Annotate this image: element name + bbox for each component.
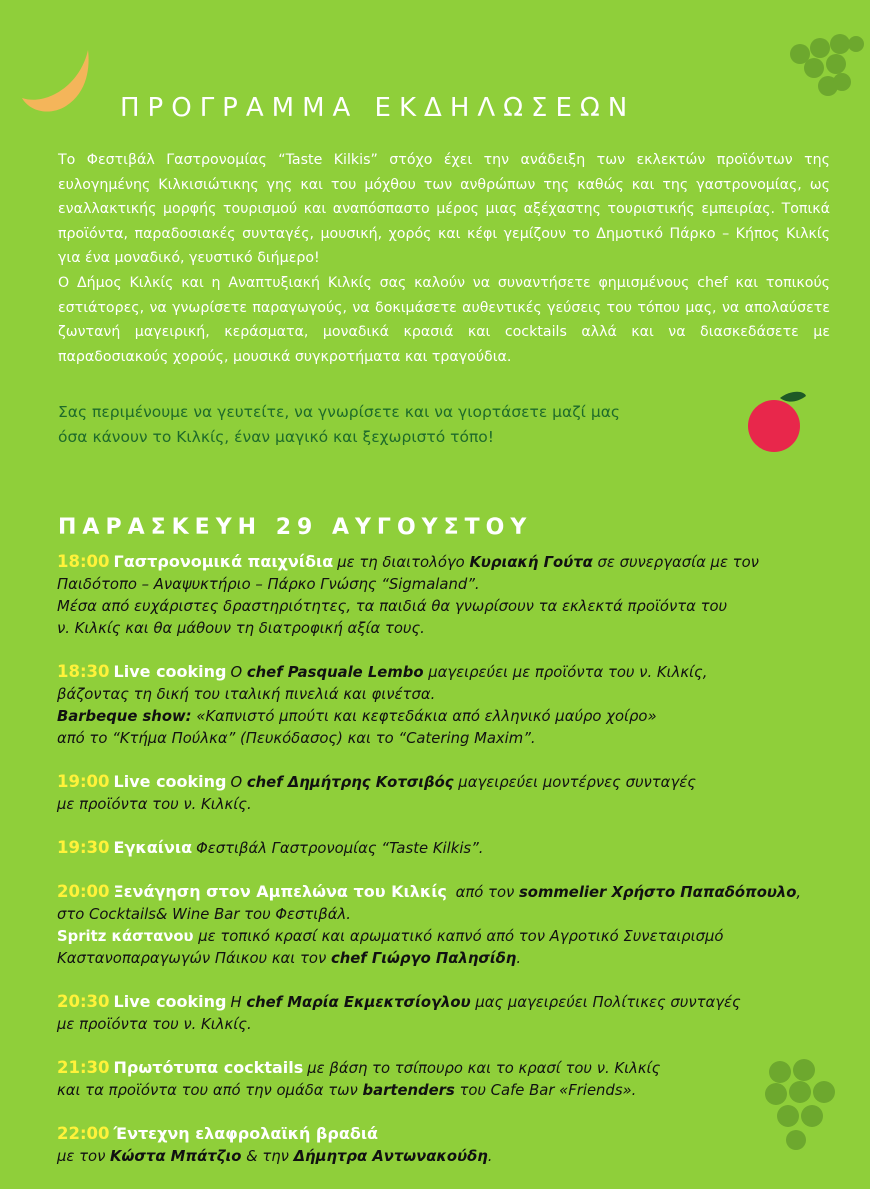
schedule-entry	[57, 1057, 857, 1102]
intro-paragraph: Το Φεστιβάλ Γαστρονομίας “Taste Kilkis” στόχο έχει την ανάδειξη των εκλεκτών προϊόντων της ευλογημένης Κιλκισιώτικης γης και του μόχθου των ανθρώπων της καθώς και της γαστρονομίας, ως εναλλακτικής μορφής τουρισμού και αναπόσπαστο μέρος μιας αξέχαστης τουριστικής εμπειρίας. Τοπικά προϊόντα, παραδοσιακές συνταγές, μουσική, χορός και κέφι γεμίζουν το Δημοτικό Πάρκο – Κήπος Κιλκίς για ένα μοναδικό, γευστικό διήμερο!	[58, 152, 830, 267]
event-text: Καστανοπαραγωγών Πάικου και τον	[57, 950, 331, 967]
event-title: Live cooking	[113, 662, 227, 681]
event-text: από τον	[450, 884, 519, 901]
entry-line	[57, 926, 857, 948]
schedule-entry	[57, 771, 857, 816]
entry-line	[57, 771, 857, 794]
event-host: chef Δημήτρης Κοτσιβός	[246, 774, 454, 791]
intro-paragraph: Ο Δήμος Κιλκίς και η Αναπτυξιακή Κιλκίς σας καλούν να συναντήσετε φημισμένους chef και τοπικούς εστιάτορες, να γνωρίσετε παραγωγούς, να δοκιμάσετε αυθεντικές γεύσεις του τόπου μας, να απολαύσετε ζωντανή μαγειρική, κεράσματα, μοναδικά κρασιά και cocktails αλλά και να διασκεδάσετε με παραδοσιακούς χορούς, μουσικά συγκροτήματα και τραγούδια.	[58, 274, 830, 365]
event-schedule	[57, 551, 857, 1189]
grapes-icon	[780, 32, 865, 107]
event-title: Live cooking	[113, 772, 227, 791]
entry-line	[57, 1080, 857, 1102]
event-host: sommelier Χρήστο Παπαδόπουλο	[518, 884, 797, 901]
entry-line	[57, 1146, 857, 1168]
page-title: ΠΡΟΓΡΑΜΜΑ ΕΚΔΗΛΩΣΕΩΝ	[120, 93, 636, 124]
entry-line: από το “Κτήμα Πούλκα” (Πευκόδασος) και το “Catering Maxim”.	[57, 730, 536, 747]
entry-line	[57, 1057, 857, 1080]
event-text: και τα προϊόντα του από την ομάδα των	[57, 1082, 363, 1099]
event-time: 19:00	[57, 772, 110, 791]
entry-line	[57, 881, 857, 904]
event-text: με τοπικό κρασί και αρωματικό καπνό από τον Αγροτικό Συνεταιρισμό	[193, 928, 724, 945]
entry-line	[57, 948, 857, 970]
event-text: .	[487, 1148, 493, 1165]
melon-slice-icon	[16, 46, 96, 118]
event-time: 20:00	[57, 882, 110, 901]
schedule-entry	[57, 991, 857, 1036]
event-title: Πρωτότυπα cocktails	[113, 1058, 304, 1077]
event-host: chef Γιώργο Παλησίδη	[330, 950, 517, 967]
schedule-entry	[57, 881, 857, 970]
event-time: 20:30	[57, 992, 110, 1011]
event-subtitle: Spritz κάστανου	[57, 928, 194, 945]
event-text: με τη διαιτολόγο	[337, 554, 470, 571]
event-time: 18:00	[57, 552, 110, 571]
event-subtitle: Barbeque show:	[57, 708, 192, 725]
intro-text	[58, 148, 830, 369]
entry-line	[57, 991, 857, 1014]
entry-line	[57, 1123, 857, 1146]
event-text: Η	[230, 994, 247, 1011]
schedule-entry	[57, 661, 857, 750]
event-time: 21:30	[57, 1058, 110, 1077]
event-time: 18:30	[57, 662, 110, 681]
event-title: Live cooking	[113, 992, 227, 1011]
day-heading: ΠΑΡΑΣΚΕΥΗ 29 ΑΥΓΟΥΣΤΟΥ	[58, 515, 533, 541]
event-text: Ο	[230, 774, 247, 791]
event-text: σε συνεργασία με τον	[592, 554, 759, 571]
entry-line	[57, 837, 857, 860]
event-time: 19:30	[57, 838, 110, 857]
invitation-line: Σας περιμένουμε να γευτείτε, να γνωρίσετε και να γιορτάσετε μαζί μας	[58, 403, 621, 421]
event-text: με τον	[57, 1148, 111, 1165]
entry-line: στο Cocktails& Wine Bar του Φεστιβάλ.	[57, 906, 351, 923]
event-title: Εγκαίνια	[113, 838, 193, 857]
event-text: Ο	[230, 664, 247, 681]
schedule-entry	[57, 837, 857, 860]
event-text: μαγειρεύει με προϊόντα του ν. Κιλκίς,	[423, 664, 708, 681]
event-time: 22:00	[57, 1124, 110, 1143]
event-title: Ξενάγηση στον Αμπελώνα του Κιλκίς	[113, 882, 447, 901]
entry-line: ν. Κιλκίς και θα μάθουν τη διατροφική αξία τους.	[57, 620, 425, 637]
entry-line: με προϊόντα του ν. Κιλκίς.	[57, 796, 252, 813]
entry-line	[57, 661, 857, 684]
invitation-text	[58, 400, 738, 450]
event-host: chef Μαρία Εκμεκτσίογλου	[246, 994, 471, 1011]
event-text: ,	[796, 884, 802, 901]
schedule-entry	[57, 551, 857, 640]
event-title: Έντεχνη ελαφρολαϊκή βραδιά	[113, 1124, 379, 1143]
event-text: μαγειρεύει μοντέρνες συνταγές	[453, 774, 696, 791]
invitation-line: όσα κάνουν το Κιλκίς, έναν μαγικό και ξεχωριστό τόπο!	[58, 428, 495, 446]
event-text: Φεστιβάλ Γαστρονομίας “Taste Kilkis”.	[196, 840, 484, 857]
event-text: .	[516, 950, 522, 967]
event-text: «Καπνιστό μπούτι και κεφτεδάκια από ελληνικό μαύρο χοίρο»	[191, 708, 657, 725]
schedule-entry	[57, 1123, 857, 1168]
entry-line	[57, 551, 857, 574]
event-text: με βάση το τσίπουρο και το κρασί του ν. Κιλκίς	[307, 1060, 661, 1077]
event-host: Κυριακή Γούτα	[469, 554, 593, 571]
event-host: Κώστα Μπάτζιο	[110, 1148, 242, 1165]
apple-icon	[742, 388, 812, 458]
event-title: Γαστρονομικά παιχνίδια	[113, 552, 334, 571]
entry-line	[57, 706, 857, 728]
event-text: μας μαγειρεύει Πολίτικες συνταγές	[470, 994, 741, 1011]
event-text: & την	[241, 1148, 294, 1165]
entry-line: βάζοντας τη δική του ιταλική πινελιά και φινέτσα.	[57, 686, 436, 703]
event-text: του Cafe Bar «Friends».	[454, 1082, 637, 1099]
event-host: chef Pasquale Lembo	[246, 664, 424, 681]
event-host: bartenders	[362, 1082, 455, 1099]
entry-line: Μέσα από ευχάριστες δραστηριότητες, τα παιδιά θα γνωρίσουν τα εκλεκτά προϊόντα του	[57, 598, 728, 615]
entry-line: με προϊόντα του ν. Κιλκίς.	[57, 1016, 252, 1033]
entry-line: Παιδότοπο – Αναψυκτήριο – Πάρκο Γνώσης “Sigmaland”.	[57, 576, 480, 593]
event-host: Δήμητρα Αντωνακούδη	[293, 1148, 488, 1165]
